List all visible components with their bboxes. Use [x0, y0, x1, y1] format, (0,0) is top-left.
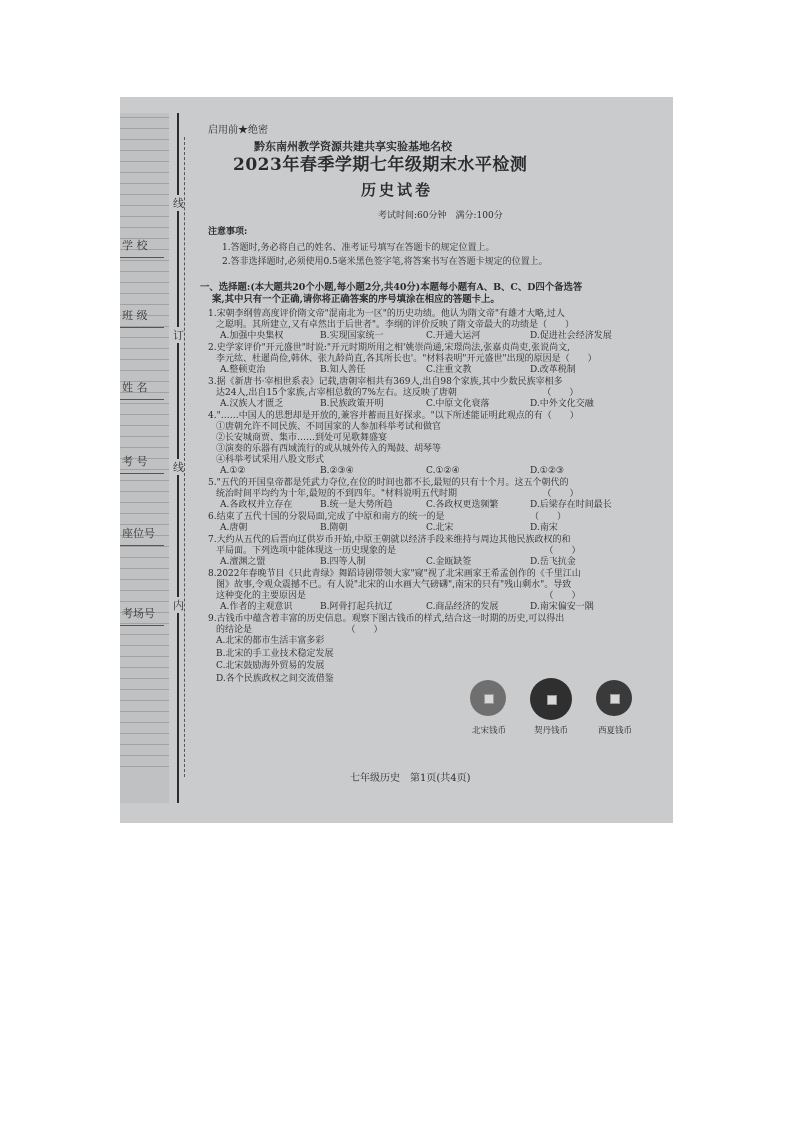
binder-hatch [120, 513, 169, 514]
question-stem: 5."五代的开国皇帝都是凭武力夺位,在位的时间也都不长,最短的只有十个月。这五个朝代的 [208, 478, 569, 488]
question-line: 平局面。下列选项中能体现这一历史现象的是 （ ） [216, 546, 581, 556]
exam-title: 2023年春季学期七年级期末水平检测 [233, 155, 528, 175]
binder-hatch [120, 711, 169, 712]
notice-item: 1.答题时,务必将自己的姓名、准考证号填写在答题卡的规定位置上。 [222, 243, 495, 253]
answer-option: B.②③④ [320, 466, 354, 476]
answer-option: A.北宋的都市生活丰富多彩 [216, 636, 325, 646]
section-heading: 一、选择题:(本大题共20个小题,每小题2分,共40分)本题每小题有A、B、C、D四个备选答 [200, 282, 583, 293]
binder-hatch [120, 304, 169, 305]
cut-line [184, 137, 185, 777]
school-name: 黔东南州教学资源共建共享实验基地名校 [254, 140, 452, 153]
question-stem: 7.大约从五代的后晋向辽供岁币开始,中原王朝就以经济手段来维持与周边其他民族政权的和 [208, 535, 571, 545]
answer-option: D.各个民族政权之间交流借鉴 [216, 673, 334, 684]
answer-option: C.各政权更迭频繁 [426, 500, 499, 510]
binder-hatch [120, 293, 169, 294]
binder-hatch [120, 645, 169, 646]
binder-field-exam-number: 考 号 [122, 455, 148, 468]
answer-option: A.唐朝 [220, 523, 248, 533]
binder-hatch [120, 150, 169, 151]
answer-option: C.开通大运河 [426, 331, 481, 341]
binder-hatch [120, 755, 169, 756]
question-stem: 3.据《新唐书·宰相世系表》记载,唐朝宰相共有369人,出自98个家族,其中少数民族宰相多 [208, 377, 563, 387]
binder-hatch [120, 678, 169, 679]
answer-option: D.促进社会经济发展 [530, 331, 612, 341]
binder-hatch [120, 502, 169, 503]
answer-option: D.①②③ [530, 466, 564, 476]
coin-label: 契丹钱币 [534, 726, 569, 736]
answer-option: C.北宋鼓励海外贸易的发展 [216, 661, 325, 671]
question-stem: 8.2022年春晚节目《只此青绿》舞蹈诗剧带领大家"窥"视了北宋画家王希孟创作的《千里江山 [208, 569, 581, 579]
answer-option: B.统一是大势所趋 [320, 500, 393, 510]
binder-hatch [120, 480, 169, 481]
answer-option: A.整顿吏治 [220, 365, 266, 375]
coin-icon [530, 678, 572, 720]
question-line: 之聪明。其所建立,又有卓然出于后世者"。李纲的评价反映了隋文帝最大的功绩是（ ） [216, 320, 575, 330]
binder-hatch [120, 205, 169, 206]
answer-option: D.南宋 [530, 523, 558, 533]
subject-title: 历史试卷 [361, 181, 434, 199]
binder-hatch [120, 227, 169, 228]
exam-info: 考试时间:60分钟 满分:100分 [378, 211, 503, 221]
page-footer: 七年级历史 第1页(共4页) [350, 773, 471, 784]
answer-option: D.岳飞抗金 [530, 557, 576, 567]
binder-hatch [120, 414, 169, 415]
binder-hatch [120, 282, 169, 283]
binder-hatch [120, 260, 169, 261]
answer-option: B.知人善任 [320, 365, 366, 375]
binder-hatch [120, 447, 169, 448]
binder-hatch [120, 700, 169, 701]
binder-hatch [120, 425, 169, 426]
binder-hatch [120, 766, 169, 767]
binder-hatch [120, 216, 169, 217]
binder-hatch [120, 590, 169, 591]
answer-option: B.四等人制 [320, 557, 366, 567]
binder-hatch [120, 183, 169, 184]
answer-option: D.南宋偏安一隅 [530, 602, 594, 612]
answer-option: B.北宋的手工业技术稳定发展 [216, 648, 334, 659]
question-line: ②长安城商贾、集市……到处可见歌舞盛宴 [216, 433, 388, 443]
binder-field-school: 学 校 [122, 239, 148, 252]
answer-option: D.后梁存在时间最长 [530, 500, 612, 510]
binder-hatch [120, 436, 169, 437]
binder-hatch [120, 139, 169, 140]
answer-option: A.汉族人才匮乏 [220, 399, 284, 409]
binder-hatch [120, 172, 169, 173]
binder-hatch [120, 744, 169, 745]
cut-mark-bind: 订 [173, 329, 184, 342]
binder-field-room: 考场号 [122, 607, 155, 620]
question-line: ③演奏的乐器有西域流行的或从城外传入的羯鼓、胡琴等 [216, 444, 442, 454]
coin-icon [470, 680, 506, 716]
question-line: 的结论是 （ ） [216, 625, 383, 635]
binder-field-class: 班 级 [122, 309, 148, 322]
question-stem: 1.宋朝李纲曾高度评价隋文帝"混南北为一区"的历史功绩。他认为隋文帝"有雄才大略,过人 [208, 309, 565, 319]
coin-label: 北宋钱币 [472, 726, 507, 736]
binder-hatch [120, 469, 169, 470]
exam-photo [120, 97, 673, 823]
answer-option: D.改革税制 [530, 365, 576, 375]
cut-mark-inside: 内 [173, 599, 184, 612]
binder-hatch [120, 403, 169, 404]
binder-hatch [120, 359, 169, 360]
answer-option: C.①②④ [426, 466, 460, 476]
question-line: ④科举考试采用八股文形式 [216, 455, 325, 465]
answer-option: C.注重文教 [426, 365, 472, 375]
binder-hatch [120, 161, 169, 162]
answer-option: B.实现国家统一 [320, 331, 384, 341]
answer-option: B.民族政策开明 [320, 399, 384, 409]
question-stem: 9.古钱币中蕴含着丰富的历史信息。观察下图古钱币的样式,结合这一时期的历史,可以得出 [208, 614, 565, 624]
binder-hatch [120, 689, 169, 690]
question-line: 这种变化的主要原因是 （ ） [216, 591, 581, 601]
question-line: ①唐朝允许不同民族、不同国家的人参加科举考试和做官 [216, 422, 442, 432]
binder-hatch [120, 601, 169, 602]
answer-option: C.金瓯缺签 [426, 557, 472, 567]
answer-option: A.澶渊之盟 [220, 557, 266, 567]
binder-hatch [120, 667, 169, 668]
binder-hatch [120, 128, 169, 129]
binder-hatch [120, 579, 169, 580]
question-line: 达24人,出自15个家族,占宰相总数的7%左右。这反映了唐朝 （ ） [216, 388, 579, 398]
question-stem: 2.史学家评价"开元盛世"时说:"开元时期所用之相'姚崇尚通,宋璟尚法,张嘉贞尚吏,张说尚文, [208, 343, 570, 353]
answer-option: A.作者的主观意识 [220, 602, 293, 612]
question-line: 图》故事,令观众震撼不已。有人说"北宋的山水画大气磅礴",南宋的只有"残山剩水"。导致 [216, 580, 572, 590]
answer-option: A.①② [220, 466, 246, 476]
binder-field-name: 姓 名 [122, 381, 148, 394]
answer-option: B.隋朝 [320, 523, 348, 533]
binder-hatch [120, 634, 169, 635]
binder-hatch [120, 623, 169, 624]
answer-option: B.阿骨打起兵抗辽 [320, 602, 393, 612]
binder-hatch [120, 546, 169, 547]
answer-option: A.加强中央集权 [220, 331, 284, 341]
binding-ruler [177, 113, 179, 803]
answer-option: D.中外文化交融 [530, 399, 594, 409]
secret-mark: 启用前★绝密 [208, 125, 268, 136]
answer-option: C.中原文化衰落 [426, 399, 490, 409]
binder-hatch [120, 117, 169, 118]
binder-hatch [120, 733, 169, 734]
cut-mark-line-2: 线 [173, 461, 184, 474]
binder-hatch [120, 557, 169, 558]
binder-hatch [120, 348, 169, 349]
question-line: 统治时间平均约为十年,最短的不到四年。"材料说明五代时期 （ ） [216, 489, 579, 499]
notice-title: 注意事项: [208, 227, 248, 237]
notice-item: 2.答非选择题时,必须使用0.5毫米黑色签字笔,将答案书写在答题卡规定的位置上。 [222, 257, 548, 267]
coin-label: 西夏钱币 [598, 726, 633, 736]
answer-option: C.商品经济的发展 [426, 602, 499, 612]
answer-option: A.各政权并立存在 [220, 500, 293, 510]
cut-mark-line: 线 [173, 197, 184, 210]
question-line: 李元纮、杜暹尚俭,韩休、张九龄尚直,各其所长也'。"材料表明"开元盛世"出现的原因是（ ） [216, 354, 597, 364]
coin-icon [596, 680, 632, 716]
binder-hatch [120, 271, 169, 272]
binder-hatch [120, 370, 169, 371]
binder-hatch [120, 656, 169, 657]
answer-option: C.北宋 [426, 523, 454, 533]
binder-hatch [120, 194, 169, 195]
question-stem: 6.结束了五代十国的分裂局面,完成了中原和南方的统一的是 （ ） [208, 512, 566, 522]
binder-hatch [120, 337, 169, 338]
question-stem: 4."……中国人的思想却是开放的,兼容并蓄而且好探求。"以下所述能证明此观点的有（ ） [208, 411, 579, 421]
binder-hatch [120, 568, 169, 569]
binder-field-seat: 座位号 [122, 527, 155, 540]
binder-hatch [120, 491, 169, 492]
section-heading-2: 案,其中只有一个正确,请你将正确答案的序号填涂在相应的答题卡上。 [212, 294, 500, 305]
binder-hatch [120, 722, 169, 723]
